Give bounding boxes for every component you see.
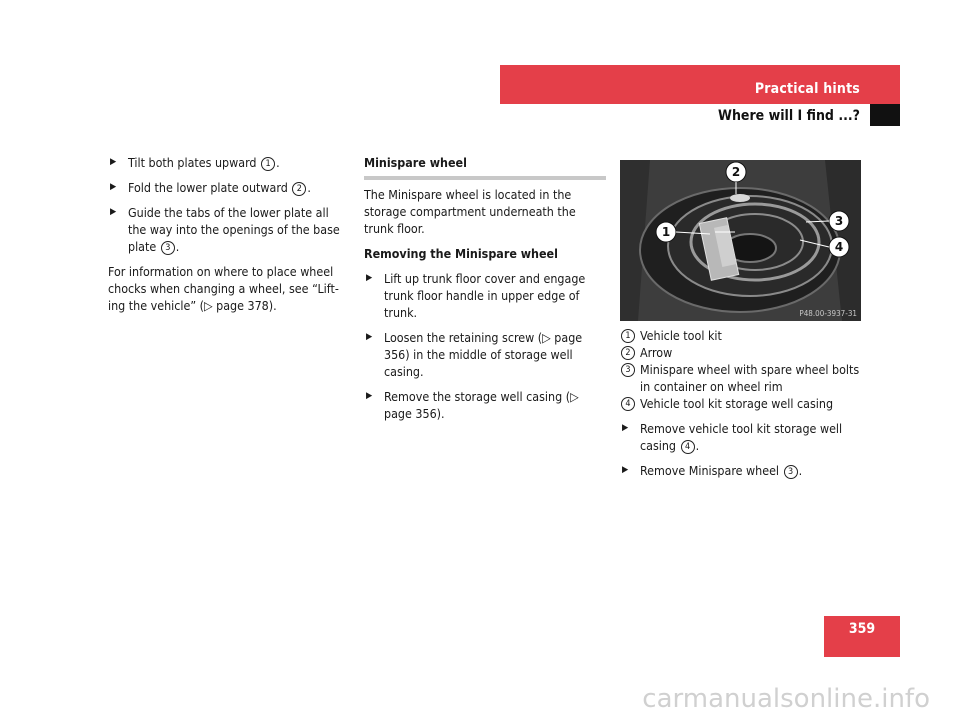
page-ref-arrow-icon: ▷ (542, 330, 551, 345)
step-text: Tilt both plates upward (128, 155, 261, 170)
page-number-box (824, 616, 900, 657)
spare-wheel-figure (620, 160, 861, 321)
figure-code: P48.00-3937-31 (799, 309, 857, 318)
step-arrow-icon: ▶ (366, 273, 373, 283)
callout-number: 3 (784, 465, 798, 479)
step-item (620, 462, 862, 479)
step-text-end: . (307, 180, 311, 195)
step-text-end: . (175, 239, 180, 254)
step-item (364, 388, 606, 422)
legend-item (620, 395, 862, 412)
step-arrow-icon: ▶ (622, 465, 629, 475)
callout-number: 1 (621, 329, 635, 343)
page-subtitle: Where will I find ...? (718, 108, 860, 124)
step-arrow-icon: ▶ (110, 207, 117, 217)
step-item (620, 420, 862, 454)
step-text-end: . (276, 155, 280, 170)
step-arrow-icon: ▶ (622, 423, 629, 433)
callout-4: 4 (834, 240, 844, 254)
callout-number: 1 (261, 157, 275, 171)
callout-3: 3 (834, 214, 844, 228)
page-number: 359 (848, 621, 876, 637)
legend-text: Minispare wheel with spare wheel bolts in container on wheel rim (640, 362, 860, 394)
page-link[interactable]: page 378). (212, 298, 277, 313)
callout-number: 4 (621, 397, 635, 411)
section-heading: Minispare wheel (364, 154, 606, 180)
callout-number: 4 (681, 440, 695, 454)
step-arrow-icon: ▶ (366, 332, 373, 342)
callout-number: 3 (621, 363, 635, 377)
page-link[interactable]: page 356). (384, 406, 445, 421)
header-tab-marker (870, 104, 900, 126)
step-text-end: . (798, 463, 803, 478)
callout-1: 1 (661, 225, 671, 239)
spare-wheel-illustration (620, 160, 861, 321)
step-text: Remove vehicle tool kit storage well casing (640, 421, 843, 453)
callout-number: 2 (621, 346, 635, 360)
legend-text: Arrow (640, 345, 673, 360)
intro-paragraph: The Minispare wheel is located in the storage compartment underneath the trunk floor. (364, 187, 576, 236)
header-subtitle-bar (500, 104, 900, 126)
step-text: Remove Minispare wheel (640, 463, 783, 478)
legend-text: Vehicle tool kit storage well casing (640, 396, 834, 411)
column-3 (620, 160, 862, 487)
step-text: Lift up trunk floor cover and engage trunk floor handle in upper edge of trunk. (384, 271, 586, 320)
callout-number: 3 (161, 241, 175, 255)
sub-heading: Removing the Minispare wheel (364, 246, 558, 261)
header-section-bar (500, 65, 900, 104)
step-text: Remove the storage well casing ( (384, 389, 571, 404)
info-text: For information on where to place wheel chocks when changing a wheel, see “Lift-ing the vehicle” ( (108, 264, 339, 313)
callout-number: 2 (292, 182, 306, 196)
step-text: Loosen the retaining screw ( (384, 330, 543, 345)
step-text-end: . (695, 438, 700, 453)
page-link[interactable]: page 356) in the middle of storage well casing. (384, 330, 583, 379)
step-item (364, 329, 606, 380)
page-ref-arrow-icon: ▷ (204, 298, 213, 313)
step-text: Guide the tabs of the lower plate all the way into the openings of the base plate (128, 205, 340, 254)
legend-text: Vehicle tool kit (640, 328, 722, 343)
page-ref-arrow-icon: ▷ (570, 389, 579, 404)
section-title: Practical hints (754, 81, 860, 97)
step-item (364, 270, 606, 321)
info-paragraph (108, 263, 350, 314)
watermark: carmanualsonline.info (642, 684, 930, 714)
legend-item (620, 361, 862, 395)
step-item (108, 204, 350, 255)
callout-2: 2 (731, 165, 741, 179)
column-1 (108, 154, 350, 322)
step-arrow-icon: ▶ (366, 391, 373, 401)
step-item (108, 154, 350, 171)
legend-item (620, 344, 862, 361)
step-text: Fold the lower plate outward (128, 180, 292, 195)
step-arrow-icon: ▶ (110, 182, 117, 192)
column-2 (364, 154, 606, 430)
legend-item (620, 327, 862, 344)
step-item (108, 179, 350, 196)
step-arrow-icon: ▶ (110, 157, 117, 167)
